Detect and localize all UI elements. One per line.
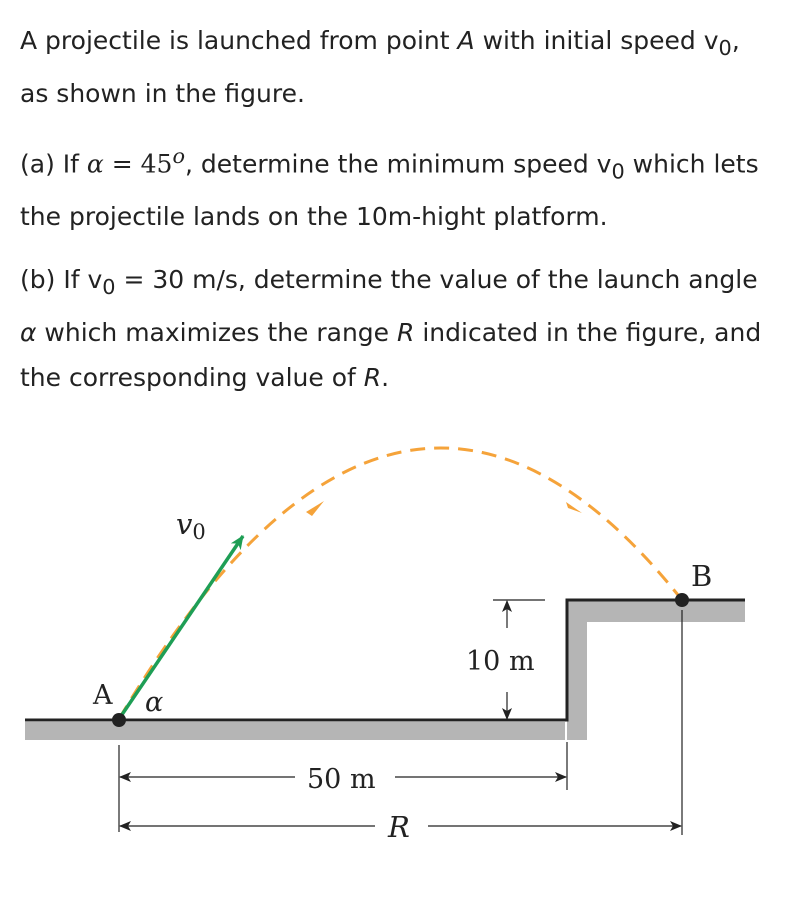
part-b-v0: v [87, 265, 103, 295]
part-b-text-1: = 30 m/s, determine the value of the launch angle [115, 265, 758, 295]
lower-ground-shading [25, 722, 565, 740]
label-v0 [176, 507, 206, 544]
intro-paragraph [20, 18, 800, 116]
part-a-label: (a) If [20, 149, 87, 179]
label-v0-sub: 0 [192, 520, 206, 544]
part-a-paragraph [20, 134, 800, 239]
intro-v0-sub: 0 [718, 36, 732, 60]
part-b-text-4: the corresponding value of [20, 363, 364, 393]
intro-text-2: with initial speed [474, 26, 704, 55]
part-a-equals: = [103, 149, 141, 179]
intro-point-a: A [457, 26, 475, 55]
part-b-r: R [397, 318, 415, 348]
part-a-text-2: which lets [624, 149, 759, 179]
velocity-vector [119, 536, 243, 719]
intro-text-4: as shown in the figure. [20, 79, 305, 108]
part-a-text-3: the projectile lands on the 10m-hight platform. [20, 202, 608, 232]
label-height: 10 m [466, 646, 535, 677]
part-a-text-1: , determine the minimum speed [185, 149, 597, 179]
label-b: B [691, 559, 713, 593]
part-b-text-5: . [381, 363, 390, 393]
trajectory-arrow-1 [306, 501, 324, 516]
intro-text-1: A projectile is launched from point [20, 26, 458, 55]
part-b-label: (b) If [20, 265, 88, 295]
part-b-alpha: α [20, 318, 37, 348]
part-b-r-2: R [363, 363, 382, 393]
point-b-dot [675, 593, 689, 607]
part-b-paragraph [20, 257, 800, 400]
part-b-text-2: which maximizes the range [36, 318, 398, 348]
part-a-v0: v [596, 149, 612, 179]
part-a-v0-sub: 0 [611, 159, 625, 184]
problem-text [20, 18, 800, 418]
part-b-text-3: indicated in the figure, and [414, 318, 762, 348]
trajectory-arrow-2 [566, 502, 582, 513]
part-a-degree: o [172, 144, 185, 168]
part-b-v0-sub: 0 [102, 275, 116, 300]
intro-v0: v [703, 26, 719, 55]
label-distance: 50 m [307, 764, 376, 795]
label-v0-main: v [176, 507, 193, 541]
part-a-value: 45 [140, 149, 173, 179]
part-a-alpha: α [86, 149, 104, 179]
label-r: R [388, 810, 410, 844]
platform-shading [567, 600, 745, 740]
label-alpha: α [145, 687, 164, 718]
trajectory-path [119, 448, 682, 719]
intro-text-3: , [731, 26, 740, 55]
projectile-figure [0, 400, 808, 900]
label-a: A [93, 680, 113, 711]
point-a-dot [112, 713, 126, 727]
